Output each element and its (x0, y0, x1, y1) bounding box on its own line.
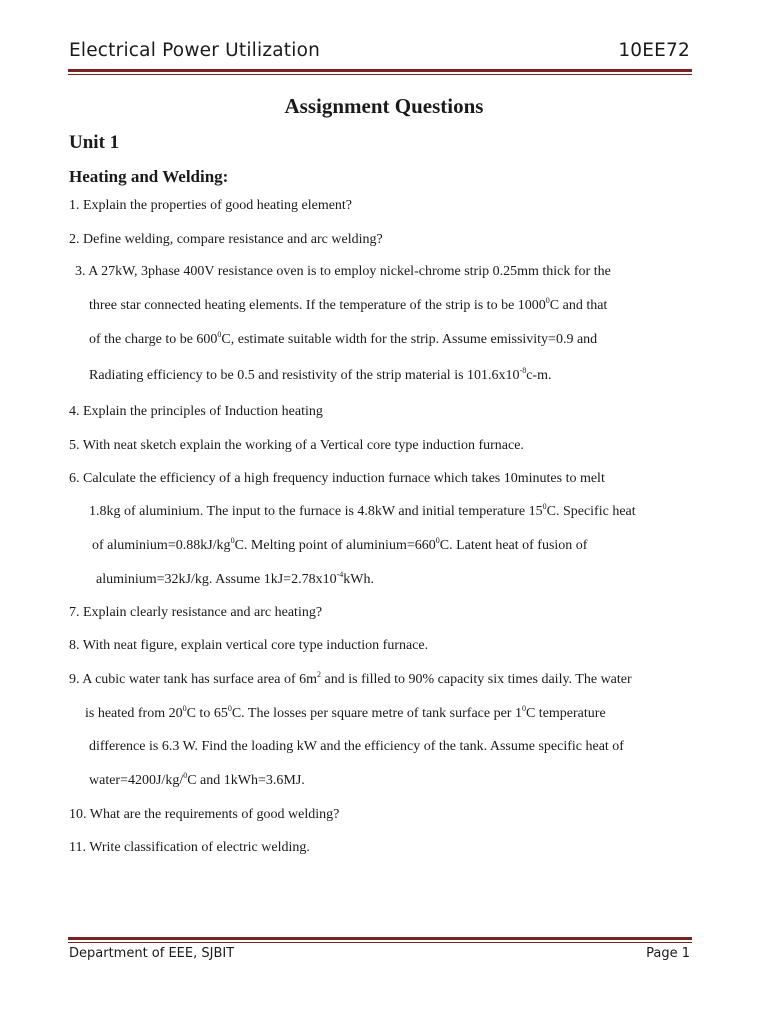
question-6-line-3: of $aluminium=0.88kJ/kg^0C$. Melting point of $aluminium=660^0C$. Latent heat of fusion of (92, 536, 588, 553)
degree-superscript: 0 (217, 330, 222, 339)
page-footer (69, 946, 690, 961)
question-8: 8. With neat figure, explain vertical core type induction furnace. (69, 638, 429, 653)
question-4: 4. Explain the principles of Induction heating (69, 404, 323, 419)
exponent-superscript: 2 (317, 670, 322, 679)
header-rule-thin (68, 74, 692, 75)
page-title: Assignment Questions (284, 94, 484, 118)
question-2: 2. Define welding, compare resistance and arc welding? (69, 232, 383, 247)
question-11: 11. Write classification of electric welding. (69, 840, 310, 855)
department-label: Department of EEE, SJBIT (69, 946, 235, 961)
degree-superscript: 0 (542, 502, 547, 511)
question-3-line-2: three star connected heating elements. If the temperature of the strip is to be 1000$^0$C and that (89, 296, 608, 313)
section-heading: Heating and Welding: (69, 167, 229, 186)
course-title: Electrical Power Utilization (69, 40, 321, 61)
question-6-line-4: aluminium=32kJ/kg. Assume $1kJ=2.78x10^{-4}kWh$. (96, 570, 374, 587)
exponent-superscript: -8 (519, 366, 527, 375)
course-code: 10EE72 (618, 40, 690, 61)
question-3-line-3: of the charge to be $600^0C$, estimate suitable width for the strip. Assume emissivity=0.9 and (89, 330, 598, 347)
degree-superscript: 0 (521, 704, 526, 713)
exponent-superscript: -4 (336, 570, 344, 579)
question-9-line-2: is heated from $20^0C$ to $65^0C$. The losses per square metre of tank surface per $1^0C$ temperature (85, 704, 606, 721)
unit-heading: Unit 1 (69, 132, 120, 153)
question-5: 5. With neat sketch explain the working of a Vertical core type induction furnace. (69, 438, 524, 453)
question-9-line-1: 9. A cubic water tank has surface area of $6m^2$ and is filled to 90% capacity six times daily. The water (69, 670, 632, 687)
degree-superscript: 0 (182, 704, 187, 713)
question-6-line-1: 6. Calculate the efficiency of a high frequency induction furnace which takes 10minutes to melt (69, 471, 605, 486)
question-3-line-1: 3. A 27kW, 3phase 400V resistance oven is to employ nickel-chrome strip 0.25mm thick for the (75, 264, 611, 279)
degree-superscript: 0 (545, 296, 550, 305)
degree-superscript: 0 (435, 536, 440, 545)
degree-superscript: 0 (183, 771, 188, 780)
page-number: Page 1 (646, 946, 690, 961)
footer-rule-thick (68, 937, 692, 940)
question-1: 1. Explain the properties of good heating element? (69, 198, 353, 213)
question-9-line-4: water=4200J/kg/$^0$C and 1kWh=3.6MJ. (89, 771, 305, 788)
degree-superscript: 0 (227, 704, 232, 713)
question-7: 7. Explain clearly resistance and arc heating? (69, 605, 323, 620)
header-rule-thick (68, 69, 692, 72)
footer-rule-thin (68, 942, 692, 943)
question-9-line-3: difference is 6.3 W. Find the loading kW and the efficiency of the tank. Assume specific heat of (89, 739, 624, 754)
degree-superscript: 0 (230, 536, 235, 545)
page-header (69, 40, 690, 61)
question-6-line-2: 1.8kg of aluminium. The input to the furnace is 4.8kW and initial temperature $15^0C$. Specific heat (89, 502, 636, 519)
question-10: 10. What are the requirements of good welding? (69, 807, 340, 822)
question-3-line-4: Radiating efficiency to be 0.5 and resistivity of the strip material is $101.6x10^{-8}c-m$. (89, 366, 552, 383)
